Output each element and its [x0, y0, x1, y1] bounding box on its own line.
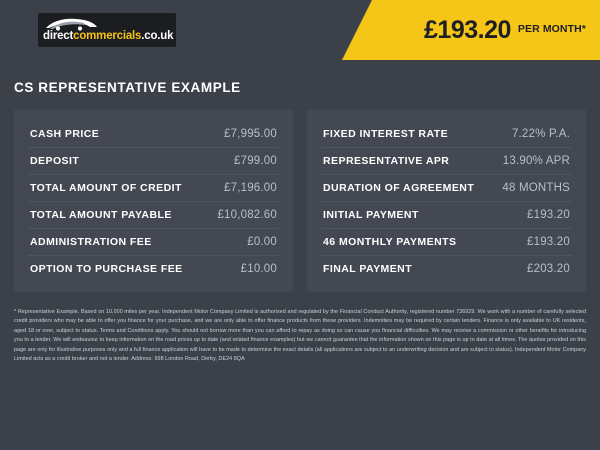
row-value: 48 MONTHS	[502, 182, 570, 194]
brand-logo[interactable]	[38, 13, 176, 47]
row-value: £10.00	[240, 263, 277, 275]
row-value: £7,196.00	[224, 182, 277, 194]
table-row	[321, 256, 572, 282]
table-row	[321, 148, 572, 175]
row-value: 7.22% P.A.	[511, 128, 570, 140]
table-row	[321, 121, 572, 148]
table-row	[28, 121, 279, 148]
finance-details-panels	[14, 109, 586, 292]
row-value: £193.20	[527, 209, 570, 221]
row-label: CASH PRICE	[30, 128, 100, 140]
table-row	[28, 175, 279, 202]
table-row	[321, 229, 572, 256]
monthly-price-banner	[372, 0, 600, 60]
row-label: TOTAL AMOUNT OF CREDIT	[30, 182, 182, 194]
row-label: DURATION OF AGREEMENT	[323, 182, 475, 194]
row-label: INITIAL PAYMENT	[323, 209, 419, 221]
row-label: 46 MONTHLY PAYMENTS	[323, 236, 457, 248]
row-label: DEPOSIT	[30, 155, 80, 167]
row-label: FIXED INTEREST RATE	[323, 128, 449, 140]
right-details-panel	[307, 109, 586, 292]
row-label: REPRESENTATIVE APR	[323, 155, 450, 167]
row-value: 13.90% APR	[502, 155, 570, 167]
row-value: £10,082.60	[217, 209, 277, 221]
van-swoosh-icon	[44, 17, 98, 31]
row-value: £193.20	[527, 236, 570, 248]
row-label: TOTAL AMOUNT PAYABLE	[30, 209, 172, 221]
page-header	[0, 0, 600, 60]
logo-text-commercials: commercials	[73, 30, 142, 42]
row-value: £7,995.00	[224, 128, 277, 140]
price-period-label: PER MONTH*	[517, 23, 586, 35]
page-title: CS REPRESENTATIVE EXAMPLE	[14, 80, 241, 95]
row-label: FINAL PAYMENT	[323, 263, 413, 275]
table-row	[28, 148, 279, 175]
price-amount: £193.20	[424, 15, 511, 44]
row-value: £203.20	[527, 263, 570, 275]
table-row	[28, 229, 279, 256]
logo-text-direct: direct	[43, 30, 74, 42]
table-row	[321, 202, 572, 229]
row-value: £799.00	[234, 155, 277, 167]
row-value: £0.00	[247, 236, 277, 248]
left-details-panel	[14, 109, 293, 292]
row-label: OPTION TO PURCHASE FEE	[30, 263, 183, 275]
table-row	[321, 175, 572, 202]
disclaimer-text: * Representative Example. Based on 10,000 miles per year. Independent Motor Company Limited is authorised and regulated by the Financial Conduct Authority, registered number 736929. We work with a number of carefully selected credit providers who may be able to offer you finance for your purchase, and we are only able to offer finance products from these providers. Indemnities may be required by certain lenders. Finance is only available to UK residents, aged 18 or over, subject to status. Terms and Conditions apply. You should not borrow more than you can afford to repay as doing so can cause you financial difficulties. We may receive a commission or other benefits for introducing you to a lender. We will endeavour to keep information on the road prices up to date (and related finance examples) but we cannot guarantee that the information shown on this page is up to date at all times. The quotes provided on this page are only for illustrative purposes only and a full finance application will have to be made to determine the exact details (all applications are subject to an underwriting decision and are subject to status). Independent Motor Company Limited acts as a credit broker and not a lender. Address: 998 London Road, Derby, DE24 8QA	[14, 309, 586, 363]
table-row	[28, 202, 279, 229]
table-row	[28, 256, 279, 282]
row-label: ADMINISTRATION FEE	[30, 236, 152, 248]
logo-text-domain: .co.uk	[141, 30, 174, 42]
brand-logo-text	[43, 30, 173, 42]
